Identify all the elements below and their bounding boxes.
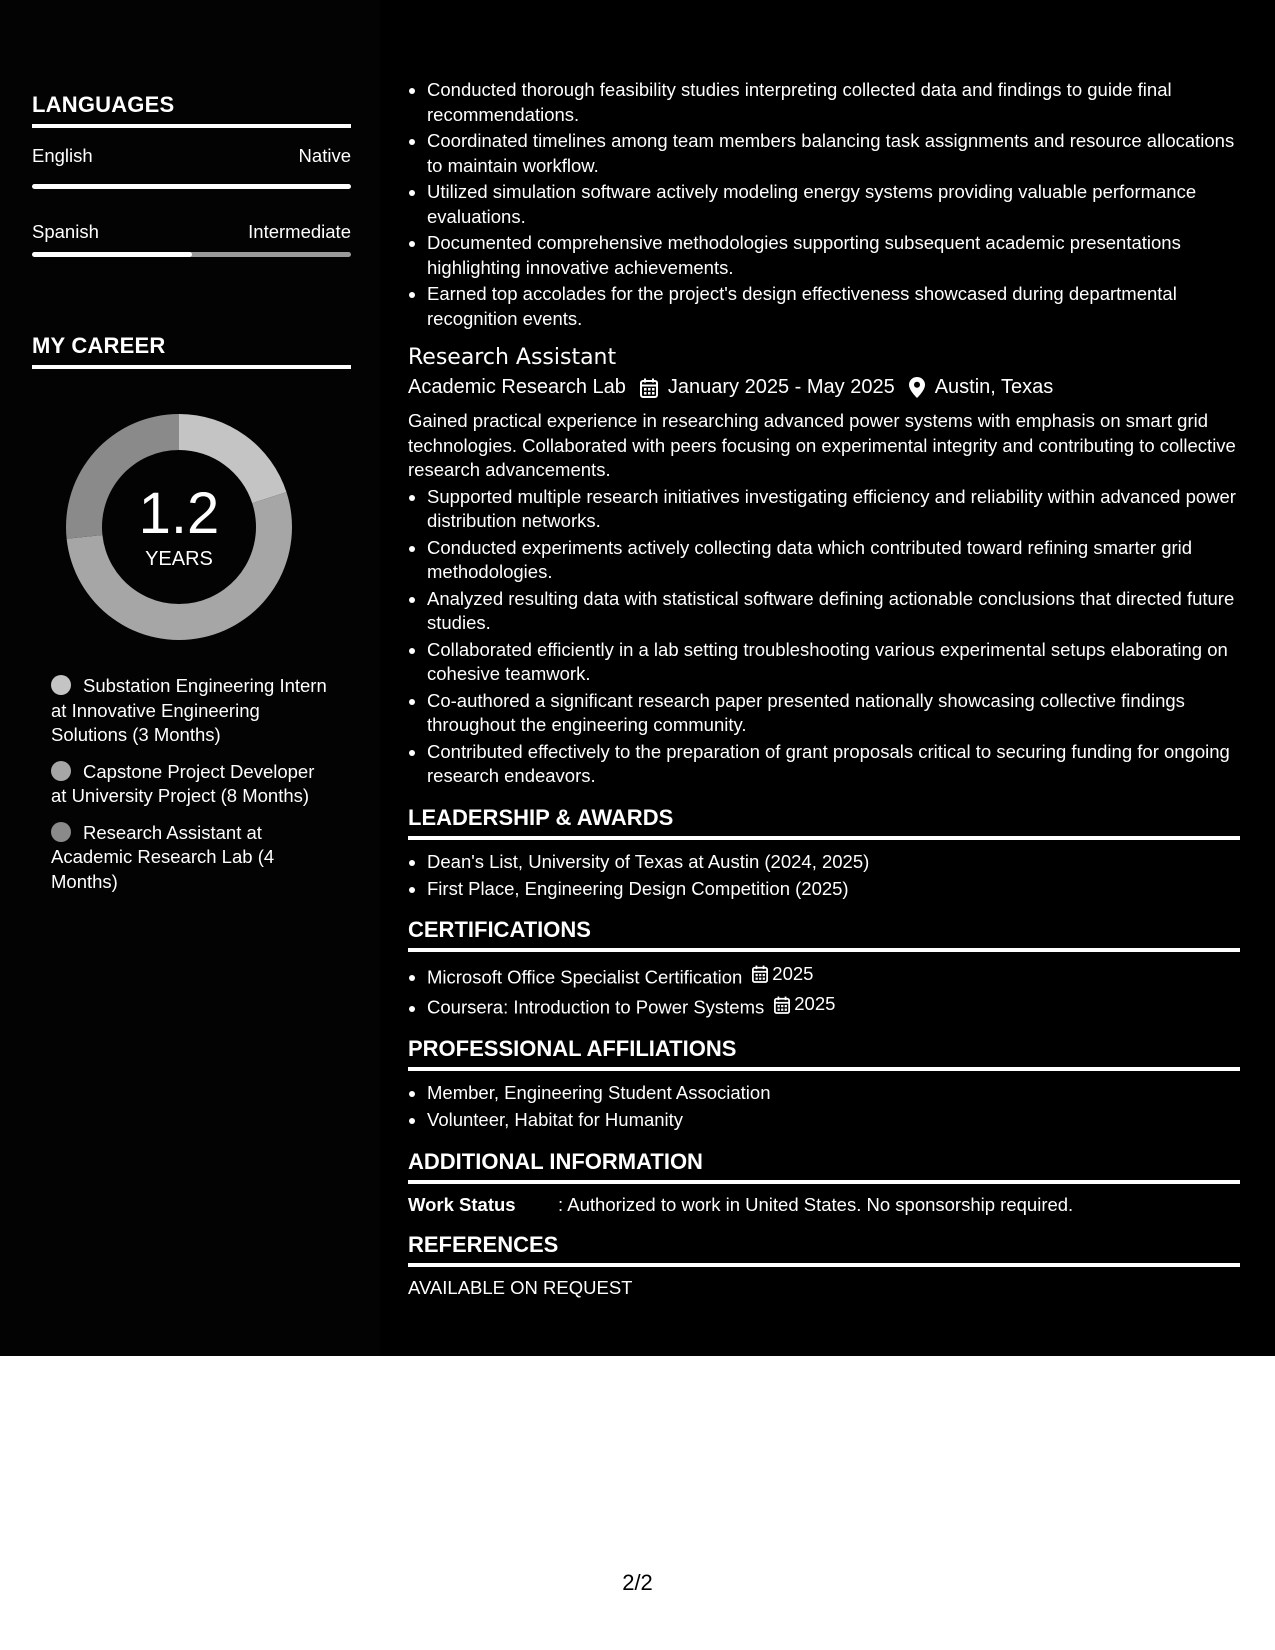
leadership-list <box>408 850 1240 902</box>
certification-name: Coursera: Introduction to Power Systems <box>427 996 765 1018</box>
references-heading: REFERENCES <box>408 1232 1240 1267</box>
list-item: • First Place, Engineering Design Competition (2025) <box>427 877 1240 902</box>
list-item: • Analyzed resulting data with statistical software defining actionable conclusions that directed future studies. <box>427 587 1240 636</box>
calendar-icon <box>752 965 768 983</box>
language-level: Native <box>298 145 351 166</box>
languages-heading: LANGUAGES <box>32 92 351 128</box>
job-title: Research Assistant <box>408 345 617 370</box>
certification-year <box>774 992 835 1017</box>
location-pin-icon <box>909 377 925 398</box>
language-name: Spanish <box>32 221 99 242</box>
career-item <box>51 821 331 895</box>
list-item: • Coordinated timelines among team members balancing task assignments and resource allocations to maintain workflow. <box>427 129 1240 178</box>
leadership-heading: LEADERSHIP & AWARDS <box>408 805 1240 840</box>
list-item: • Conducted experiments actively collecting data which contributed toward refining smarter grid methodologies. <box>427 536 1240 585</box>
language-bar-fill <box>32 184 351 189</box>
job-location: Austin, Texas <box>934 376 1054 398</box>
references-text: AVAILABLE ON REQUEST <box>408 1276 633 1298</box>
job-company: Academic Research Lab <box>408 376 626 398</box>
sidebar <box>0 0 380 1356</box>
career-dot-icon <box>51 675 71 695</box>
work-status-row <box>408 1194 1240 1216</box>
list-item: • Earned top accolades for the project's design effectiveness showcased during departmental recognition events. <box>427 282 1240 331</box>
job-bullets <box>408 485 1240 789</box>
language-bar-fill <box>32 252 192 257</box>
list-item <box>427 992 1240 1020</box>
career-item-text: Research Assistant at Academic Research Lab (4 Months) <box>51 821 275 892</box>
list-item: • Documented comprehensive methodologies supporting subsequent academic presentations highlighting innovative achievements. <box>427 231 1240 280</box>
language-english <box>32 145 351 167</box>
certification-name: Microsoft Office Specialist Certification <box>427 966 743 988</box>
career-heading: MY CAREER <box>32 333 351 369</box>
career-dot-icon <box>51 761 71 781</box>
job-dates: January 2025 - May 2025 <box>667 376 895 398</box>
list-item: • Member, Engineering Student Association <box>427 1081 1240 1106</box>
career-dot-icon <box>51 822 71 842</box>
language-bar-spanish <box>32 252 351 257</box>
language-bar-english <box>32 184 351 189</box>
list-item: • Collaborated efficiently in a lab setting troubleshooting various experimental setups elaborating on cohesive teamwork. <box>427 638 1240 687</box>
additional-info-heading: ADDITIONAL INFORMATION <box>408 1149 1240 1184</box>
list-item: • Contributed effectively to the preparation of grant proposals critical to securing funding for ongoing research endeavors. <box>427 740 1240 789</box>
list-item: • Supported multiple research initiatives investigating efficiency and reliability within advanced power distribution networks. <box>427 485 1240 534</box>
list-item <box>427 962 1240 990</box>
list-item: • Dean's List, University of Texas at Austin (2024, 2025) <box>427 850 1240 875</box>
certification-year-text: 2025 <box>772 963 814 984</box>
page-number: 2/2 <box>622 1570 653 1595</box>
certification-year-text: 2025 <box>794 993 836 1015</box>
work-status-value: : Authorized to work in United States. No sponsorship required. <box>558 1193 1074 1215</box>
career-item-text: Capstone Project Developer at University Project (8 Months) <box>51 760 315 806</box>
career-list <box>51 674 331 906</box>
language-spanish <box>32 221 351 243</box>
affiliations-list <box>408 1081 1240 1133</box>
job-description: Gained practical experience in researching advanced power systems with emphasis on smart grid technologies. Collaborated with peers focusing on experimental integrity and contributing to collective research advancements. <box>408 410 1236 480</box>
job-meta <box>408 376 1240 399</box>
certifications-heading: CERTIFICATIONS <box>408 917 1240 952</box>
career-item <box>51 760 331 809</box>
certification-year <box>752 962 813 987</box>
main-content <box>408 78 1240 1299</box>
certifications-list <box>408 962 1240 1020</box>
career-item-text: Substation Engineering Intern at Innovative Engineering Solutions (3 Months) <box>51 675 327 745</box>
career-unit: YEARS <box>145 548 213 570</box>
list-item: • Utilized simulation software actively modeling energy systems providing valuable performance evaluations. <box>427 180 1240 229</box>
calendar-icon <box>774 996 790 1014</box>
work-status-label: Work Status <box>408 1193 516 1215</box>
list-item: • Conducted thorough feasibility studies interpreting collected data and findings to guide final recommendations. <box>427 78 1240 127</box>
career-item <box>51 674 331 748</box>
career-total: 1.2 <box>138 481 220 546</box>
calendar-icon <box>640 378 658 398</box>
affiliations-heading: PROFESSIONAL AFFILIATIONS <box>408 1036 1240 1071</box>
language-name: English <box>32 145 93 166</box>
list-item: • Volunteer, Habitat for Humanity <box>427 1108 1240 1133</box>
previous-job-bullets <box>408 78 1240 331</box>
list-item: • Co-authored a significant research paper presented nationally showcasing collective findings throughout the engineering community. <box>427 689 1240 738</box>
language-level: Intermediate <box>248 221 351 242</box>
